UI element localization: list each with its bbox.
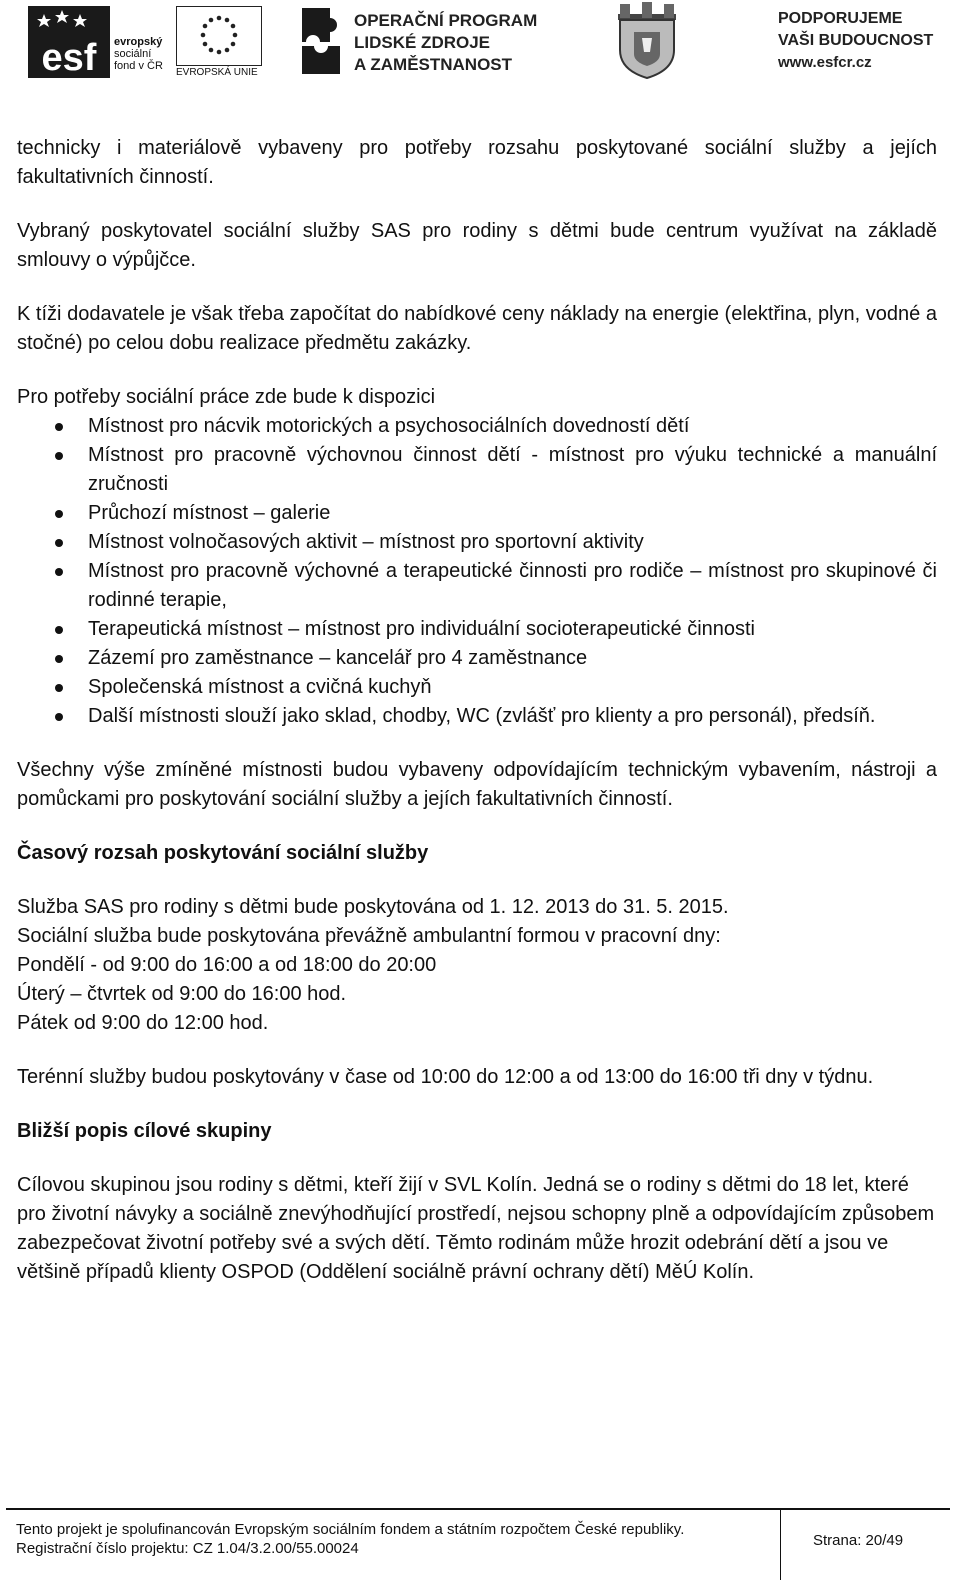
list-item: Zázemí pro zaměstnance – kancelář pro 4 zaměstnance xyxy=(17,644,937,673)
op-lzz-logo xyxy=(300,4,550,76)
list-item: Místnost pro pracovně výchovné a terapeutické činnosti pro rodiče – místnost pro skupinové či rodinné terapie, xyxy=(17,557,937,615)
esf-logo-mark xyxy=(28,6,110,78)
heading-target-group: Bližší popis cílové skupiny xyxy=(17,1120,272,1142)
paragraph-equipment: technicky i materiálově vybaveny pro potřeby rozsahu poskytované sociální služby a jejích fakultativních činností. xyxy=(17,137,937,188)
schedule-line: Pátek od 9:00 do 12:00 hod. xyxy=(17,1012,269,1034)
support-line-2: VAŠI BUDOUCNOST xyxy=(778,32,934,49)
schedule-line: Pondělí - od 9:00 do 16:00 a od 18:00 do 20:00 xyxy=(17,954,437,976)
op-line-3: A ZAMĚSTNANOST xyxy=(354,55,513,74)
schedule-line: Úterý – čtvrtek od 9:00 do 16:00 hod. xyxy=(17,983,347,1005)
list-intro: Pro potřeby sociální práce zde bude k dispozici xyxy=(17,386,436,408)
list-item: Místnost pro pracovně výchovnou činnost dětí - místnost pro výuku technické a manuální zručnosti xyxy=(17,441,937,499)
esf-logo-text xyxy=(114,36,163,72)
esf-line-2: sociální xyxy=(114,48,152,60)
op-line-1: OPERAČNÍ PROGRAM xyxy=(354,11,538,30)
heading-time-scope: Časový rozsah poskytování sociální služby xyxy=(17,842,429,864)
eu-flag-icon xyxy=(176,6,262,66)
schedule-line: Služba SAS pro rodiny s dětmi bude poskytována od 1. 12. 2013 do 31. 5. 2015. xyxy=(17,896,729,918)
page-number: Strana: 20/49 xyxy=(813,1532,904,1549)
esf-mark-text: esf xyxy=(41,37,97,78)
list-item: Společenská místnost a cvičná kuchyň xyxy=(17,673,937,702)
list-item: Další místnosti slouží jako sklad, chodby, WC (zvlášť pro klienty a pro personál), předsíň. xyxy=(17,702,937,731)
paragraph-target-group: Cílovou skupinou jsou rodiny s dětmi, kteří žijí v SVL Kolín. Jedná se o rodiny s dětmi do 18 let, které pro životní návyky a sociálně znevýhodňující prostředí, nejsou schopny plně a odpovídajícím způsobem zabezpečovat životní potřeby své a svých dětí. Těmto rodinám může hrozit odebrání dětí a jsou ve většině případů klienty OSPOD (Oddělení sociálně právní ochrany dětí) MěÚ Kolín. xyxy=(17,1174,935,1283)
document-body xyxy=(17,134,937,1287)
support-line-1: PODPORUJEME xyxy=(778,10,903,27)
puzzle-icon xyxy=(300,4,344,76)
support-url: www.esfcr.cz xyxy=(778,54,872,71)
op-line-2: LIDSKÉ ZDROJE xyxy=(354,33,491,52)
page-footer xyxy=(0,1508,960,1586)
esf-line-1: evropský xyxy=(114,36,163,48)
paragraph-energy-costs: K tíži dodavatele je však třeba započítat do nabídkové ceny náklady na energie (elektřina, plyn, vodné a stočné) po celou dobu realizace předmětu zakázky. xyxy=(17,303,937,354)
eu-logo xyxy=(176,6,262,78)
eu-logo-text: EVROPSKÁ UNIE xyxy=(176,67,258,78)
paragraph-provider: Vybraný poskytovatel sociální služby SAS pro rodiny s dětmi bude centrum využívat na základě smlouvy o výpůjčce. xyxy=(17,220,937,271)
list-item: Průchozí místnost – galerie xyxy=(17,499,937,528)
esf-logo xyxy=(28,4,175,80)
rooms-list xyxy=(17,412,937,731)
coat-of-arms-icon xyxy=(614,2,680,80)
footer-text xyxy=(16,1520,684,1558)
paragraph-field-services: Terénní služby budou poskytovány v čase od 10:00 do 12:00 a od 13:00 do 16:00 tři dny v týdnu. xyxy=(17,1066,874,1088)
op-lzz-text xyxy=(354,10,537,76)
footer-funding-line: Tento projekt je spolufinancován Evropským sociálním fondem a státním rozpočtem České republiky. xyxy=(16,1521,685,1538)
list-item: Místnost volnočasových aktivit – místnost pro sportovní aktivity xyxy=(17,528,937,557)
list-item: Terapeutická místnost – místnost pro individuální socioterapeutické činnosti xyxy=(17,615,937,644)
paragraph-rooms-equipment: Všechny výše zmíněné místnosti budou vybaveny odpovídajícím technickým vybavením, nástroji a pomůckami pro poskytování sociální služby a jejích fakultativních činností. xyxy=(17,759,937,810)
support-logo xyxy=(778,8,948,78)
footer-registration-line: Registrační číslo projektu: CZ 1.04/3.2.00/55.00024 xyxy=(16,1540,359,1557)
footer-page-box xyxy=(780,1510,947,1580)
esf-line-3: fond v ČR xyxy=(114,60,163,72)
page-header xyxy=(0,0,960,90)
list-item: Místnost pro nácvik motorických a psychosociálních dovedností dětí xyxy=(17,412,937,441)
schedule-line: Sociální služba bude poskytována převážně ambulantní formou v pracovní dny: xyxy=(17,925,721,947)
